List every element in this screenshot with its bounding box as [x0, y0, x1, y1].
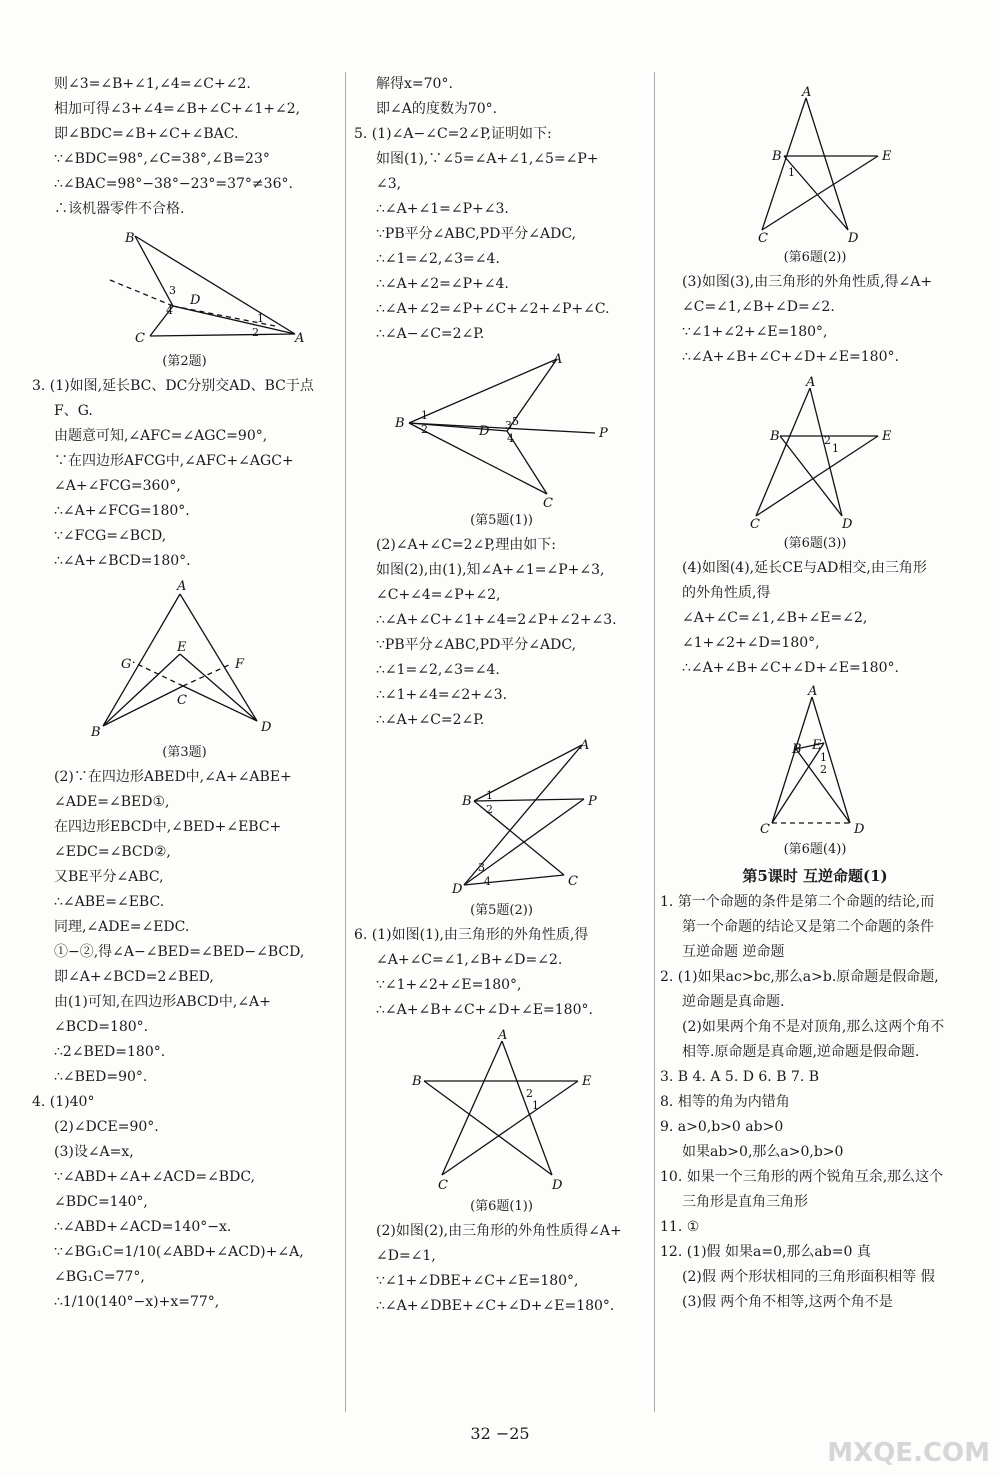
svg-text:D: D — [854, 822, 865, 837]
svg-text:B: B — [124, 231, 135, 246]
svg-text:D: D — [189, 293, 200, 308]
text-line: 2. (1)如果ac>bc,那么a>b.原命题是假命题, — [660, 969, 939, 985]
svg-text:C: C — [134, 331, 145, 346]
text-line: (3)设∠A=x, — [54, 1144, 134, 1160]
text-line: ∴∠BAC=98°−38°−23°=37°≠36°. — [54, 176, 293, 192]
svg-text:2: 2 — [824, 434, 831, 447]
text-line: ∴∠A+∠FCG=180°. — [54, 503, 190, 519]
text-line: 则∠3=∠B+∠1,∠4=∠C+∠2. — [54, 76, 251, 92]
section-title: 第5课时 互逆命题(1) — [742, 867, 888, 885]
text-line: 6. (1)如图(1),由三角形的外角性质,得 — [354, 927, 589, 943]
text-line: ∵∠1+∠2+∠E=180°, — [376, 977, 522, 993]
svg-text:C: C — [758, 231, 768, 246]
text-line: 的外角性质,得 — [682, 585, 771, 601]
svg-text:P: P — [598, 426, 608, 441]
svg-text:4: 4 — [506, 432, 514, 445]
text-line: ∴∠A+∠DBE+∠C+∠D+∠E=180°. — [376, 1298, 615, 1314]
svg-text:D: D — [260, 720, 271, 735]
text-line: 第一个命题的结论又是第二个命题的条件 — [682, 919, 934, 935]
svg-text:D: D — [842, 517, 853, 532]
svg-text:1: 1 — [788, 166, 795, 179]
svg-text:D: D — [848, 231, 859, 246]
text-line: ①−②,得∠A−∠BED=∠BED−∠BCD, — [54, 944, 305, 960]
figure-caption: (第6题(1)) — [470, 1199, 533, 1214]
text-line: 4. (1)40° — [32, 1094, 95, 1110]
svg-text:C: C — [750, 517, 760, 532]
text-line: 同理,∠ADE=∠EDC. — [54, 919, 190, 935]
svg-text:A: A — [808, 684, 818, 699]
text-line: ∴∠BED=90°. — [54, 1069, 148, 1085]
svg-text:D: D — [478, 424, 489, 439]
figure-problem-3 — [85, 576, 285, 741]
svg-text:A: A — [497, 1028, 507, 1043]
text-line: 10. 如果一个三角形的两个锐角互余,那么这个 — [660, 1169, 944, 1185]
text-line: ∵∠ABD+∠A+∠ACD=∠BDC, — [54, 1169, 255, 1185]
text-line: (3)如图(3),由三角形的外角性质,得∠A+ — [682, 274, 933, 290]
text-line: ∵PB平分∠ABC,PD平分∠ADC, — [376, 226, 577, 242]
text-line: 9. a>0,b>0 ab>0 — [660, 1119, 784, 1135]
svg-text:B: B — [461, 794, 472, 809]
text-line: ∠BDC=140°, — [54, 1194, 148, 1210]
text-line: 解得x=70°. — [376, 76, 453, 92]
text-line: 3. (1)如图,延长BC、DC分别交AD、BC于点 — [32, 378, 314, 394]
text-line: ∴∠1=∠2,∠3=∠4. — [376, 662, 500, 678]
text-line: 逆命题是真命题. — [682, 994, 785, 1010]
text-line: (2)∠DCE=90°. — [54, 1119, 159, 1135]
text-line: ∴∠1=∠2,∠3=∠4. — [376, 251, 500, 267]
text-line: ∠A+∠C=∠1,∠B+∠E=∠2, — [682, 610, 868, 626]
svg-text:1: 1 — [256, 312, 264, 325]
text-line: (2)如图(2),由三角形的外角性质得∠A+ — [376, 1223, 622, 1239]
svg-text:2: 2 — [525, 1087, 533, 1100]
text-line: ∴∠A+∠C+∠1+∠4=2∠P+∠2+∠3. — [376, 612, 617, 628]
svg-text:4: 4 — [165, 304, 173, 317]
svg-text:A: A — [806, 375, 816, 390]
figure-problem-6-2 — [730, 74, 900, 246]
figure-problem-6-3 — [730, 372, 900, 532]
text-line: ∵∠BDC=98°,∠C=38°,∠B=23° — [54, 151, 270, 167]
text-line: (2)∠A+∠C=2∠P,理由如下: — [376, 537, 556, 553]
svg-text:E: E — [882, 429, 892, 444]
text-line: (2)∵在四边形ABED中,∠A+∠ABE+ — [54, 769, 292, 785]
text-line: ∠EDC=∠BCD②, — [54, 844, 171, 860]
figure-problem-6-4 — [740, 683, 890, 838]
svg-text:3: 3 — [168, 284, 176, 297]
svg-text:C: C — [760, 822, 770, 837]
svg-text:B: B — [772, 149, 782, 164]
column-1 — [32, 72, 337, 1315]
figure-caption: (第6题(3)) — [783, 536, 847, 551]
figure-problem-5-1 — [387, 349, 617, 509]
text-line: ∵PB平分∠ABC,PD平分∠ADC, — [376, 637, 577, 653]
text-line: ∴∠1+∠4=∠2+∠3. — [376, 687, 508, 703]
text-line: 12. (1)假 如果a=0,那么ab=0 真 — [660, 1244, 871, 1260]
svg-text:B: B — [90, 725, 101, 740]
svg-text:C: C — [542, 496, 553, 509]
svg-text:E: E — [812, 738, 822, 753]
svg-text:1: 1 — [531, 1099, 539, 1112]
text-line: ∠3, — [376, 176, 402, 192]
text-line: ∴∠ABD+∠ACD=140°−x. — [54, 1219, 232, 1235]
figure-caption: (第2题) — [162, 354, 207, 369]
svg-text:A: A — [176, 579, 186, 594]
svg-text:A: A — [579, 738, 589, 753]
svg-text:1: 1 — [820, 751, 827, 764]
svg-text:2: 2 — [820, 763, 827, 776]
text-line: 8. 相等的角为内错角 — [660, 1094, 790, 1110]
text-line: ∵在四边形AFCG中,∠AFC+∠AGC+ — [54, 453, 294, 469]
text-line: ∵∠1+∠2+∠E=180°, — [682, 324, 828, 340]
svg-text:B: B — [792, 742, 802, 757]
text-line: 相等.原命题是真命题,逆命题是假命题. — [682, 1044, 920, 1060]
text-line: 三角形是直角三角形 — [682, 1194, 808, 1210]
text-line: ∠C+∠4=∠P+∠2, — [376, 587, 501, 603]
column-3 — [660, 72, 970, 1315]
svg-text:E: E — [176, 640, 186, 655]
svg-text:G: G — [120, 657, 131, 672]
figure-caption: (第5题(2)) — [470, 903, 533, 918]
svg-text:3: 3 — [477, 861, 485, 874]
svg-text:1: 1 — [485, 789, 493, 802]
svg-text:D: D — [551, 1178, 562, 1193]
svg-text:A: A — [802, 85, 812, 100]
svg-text:C: C — [567, 874, 578, 889]
svg-text:B: B — [770, 429, 780, 444]
watermark: MXQE.COM — [827, 1438, 990, 1468]
text-line: 即∠A的度数为70°. — [376, 101, 498, 117]
page-number: 32 −25 — [470, 1424, 530, 1443]
svg-text:1: 1 — [832, 442, 839, 455]
svg-text:5: 5 — [511, 415, 519, 428]
text-line: (2)如果两个角不是对顶角,那么这两个角不 — [682, 1019, 945, 1035]
svg-text:P: P — [587, 794, 597, 809]
text-line: 3. B 4. A 5. D 6. B 7. B — [660, 1069, 820, 1085]
text-line: 11. ① — [660, 1219, 700, 1235]
text-line: ∴∠A+∠B+∠C+∠D+∠E=180°. — [376, 1002, 593, 1018]
figure-problem-6-1 — [402, 1025, 602, 1195]
text-line: 由题意可知,∠AFC=∠AGC=90°, — [54, 428, 268, 444]
text-line: 5. (1)∠A−∠C=2∠P,证明如下: — [354, 126, 552, 142]
figure-caption: (第6题(2)) — [783, 250, 847, 265]
text-line: ∴∠A+∠C=2∠P. — [376, 712, 485, 728]
text-line: ∠A+∠C=∠1,∠B+∠D=∠2. — [376, 952, 563, 968]
svg-text:A: A — [552, 352, 562, 367]
svg-text:B: B — [411, 1074, 422, 1089]
text-line: ∠BCD=180°. — [54, 1019, 149, 1035]
text-line: ∴该机器零件不合格. — [54, 201, 185, 217]
text-line: ∵∠FCG=∠BCD, — [54, 528, 167, 544]
svg-text:2: 2 — [420, 423, 428, 436]
svg-text:1: 1 — [420, 409, 428, 422]
text-line: 即∠A+∠BCD=2∠BED, — [54, 969, 214, 985]
text-line: ∵∠BG₁C=1/10(∠ABD+∠ACD)+∠A, — [54, 1244, 304, 1260]
svg-text:C: C — [437, 1178, 448, 1193]
text-line: 相加可得∠3+∠4=∠B+∠C+∠1+∠2, — [54, 101, 301, 117]
text-line: ∴2∠BED=180°. — [54, 1044, 166, 1060]
svg-text:A: A — [294, 331, 304, 346]
figure-problem-5-2 — [392, 735, 612, 899]
svg-text:C: C — [176, 693, 187, 708]
text-line: 如果ab>0,那么a>0,b>0 — [682, 1144, 844, 1160]
text-line: 1. 第一个命题的条件是第二个命题的结论,而 — [660, 894, 935, 910]
text-line: ∴∠A+∠2=∠P+∠C+∠2+∠P+∠C. — [376, 301, 610, 317]
svg-text:E: E — [581, 1074, 591, 1089]
svg-text:D: D — [451, 882, 462, 897]
text-line: ∠A+∠FCG=360°, — [54, 478, 181, 494]
text-line: 如图(2),由(1),知∠A+∠1=∠P+∠3, — [376, 562, 605, 578]
text-line: ∴∠A+∠2=∠P+∠4. — [376, 276, 509, 292]
text-line: ∠D=∠1, — [376, 1248, 436, 1264]
text-line: ∠1+∠2+∠D=180°, — [682, 635, 820, 651]
text-line: ∴∠A+∠BCD=180°. — [54, 553, 191, 569]
svg-text:4: 4 — [483, 875, 491, 888]
text-line: ∵∠1+∠DBE+∠C+∠E=180°, — [376, 1273, 579, 1289]
figure-caption: (第6题(4)) — [783, 842, 847, 857]
text-line: (2)假 两个形状相同的三角形面积相等 假 — [682, 1269, 935, 1285]
text-line: (3)假 两个角不相等,这两个角不是 — [682, 1294, 893, 1310]
svg-text:B: B — [394, 416, 405, 431]
text-line: 互逆命题 逆命题 — [682, 944, 785, 960]
figure-problem-2 — [65, 224, 305, 350]
svg-text:E: E — [882, 149, 892, 164]
text-line: 由(1)可知,在四边形ABCD中,∠A+ — [54, 994, 271, 1010]
text-line: ∴∠A−∠C=2∠P. — [376, 326, 485, 342]
svg-text:F: F — [234, 657, 244, 672]
text-line: ∴∠ABE=∠EBC. — [54, 894, 165, 910]
figure-caption: (第3题) — [162, 745, 207, 760]
text-line: ∠BG₁C=77°, — [54, 1269, 145, 1285]
text-line: ∴∠A+∠B+∠C+∠D+∠E=180°. — [682, 660, 899, 676]
text-line: 如图(1),∵∠5=∠A+∠1,∠5=∠P+ — [376, 151, 599, 167]
text-line: 即∠BDC=∠B+∠C+∠BAC. — [54, 126, 239, 142]
text-line: (4)如图(4),延长CE与AD相交,由三角形 — [682, 560, 927, 576]
text-line: ∴∠A+∠B+∠C+∠D+∠E=180°. — [682, 349, 899, 365]
text-line: ∠C=∠1,∠B+∠D=∠2. — [682, 299, 835, 315]
text-line: ∠ADE=∠BED①, — [54, 794, 170, 810]
text-line: ∴∠A+∠1=∠P+∠3. — [376, 201, 509, 217]
text-line: 在四边形EBCD中,∠BED+∠EBC+ — [54, 819, 282, 835]
text-line: ∴1/10(140°−x)+x=77°, — [54, 1294, 220, 1310]
figure-caption: (第5题(1)) — [470, 513, 533, 528]
svg-text:2: 2 — [485, 803, 493, 816]
svg-text:3: 3 — [504, 419, 512, 432]
column-2 — [354, 72, 649, 1319]
text-line: 又BE平分∠ABC, — [54, 869, 164, 885]
svg-text:2: 2 — [251, 326, 259, 339]
text-line: F、G. — [54, 403, 93, 419]
